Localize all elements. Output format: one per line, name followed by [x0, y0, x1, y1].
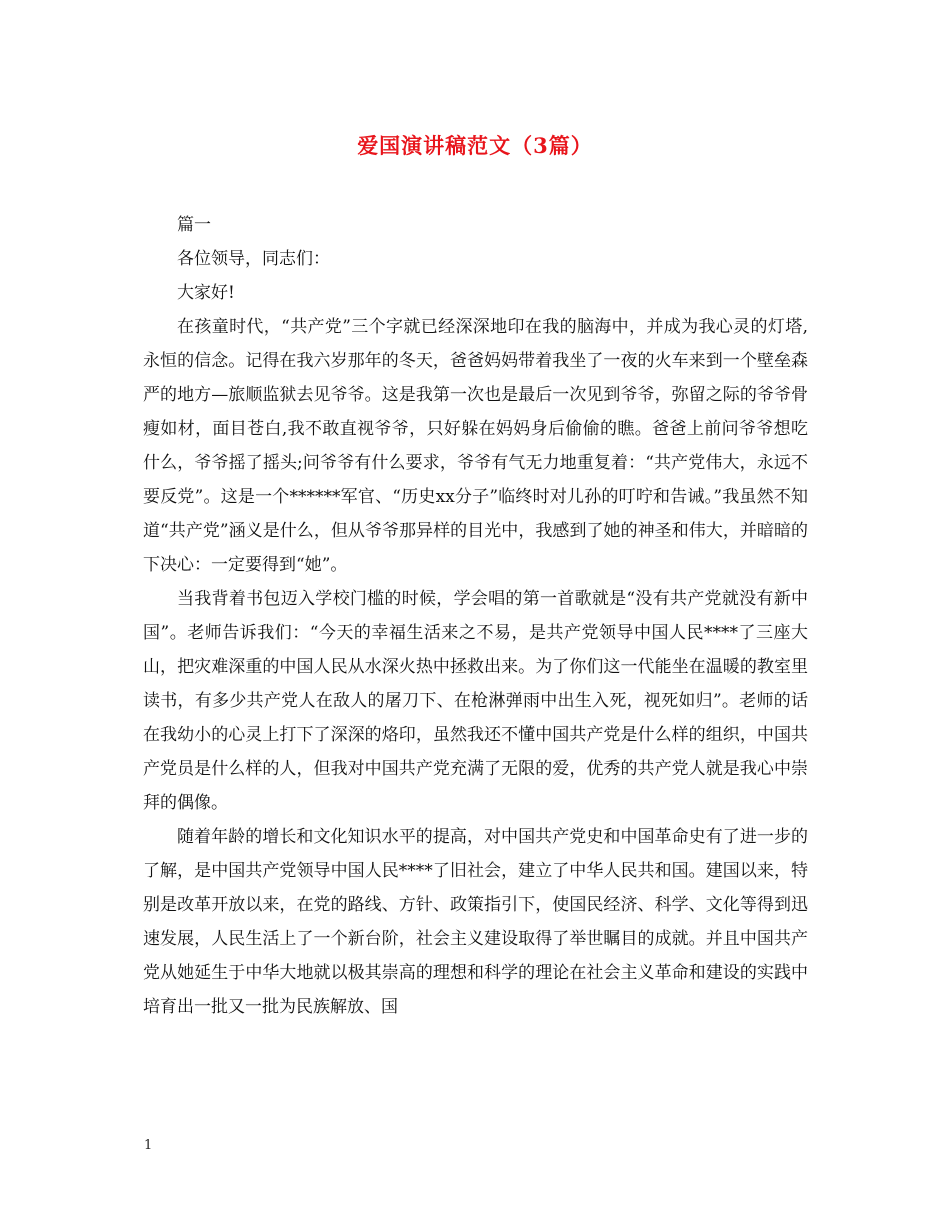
body-paragraph: 当我背着书包迈入学校门槛的时候，学会唱的第一首歌就是“没有共产党就没有新中国”。老师告诉我们：“今天的幸福生活来之不易，是共产党领导中国人民****了三座大山，把灾难深重的中国人民从水深火热中拯救出来。为了你们这一代能坐在温暖的教室里读书，有多少共产党人在敌人的屠刀下、在枪淋弹雨中出生入死，视死如归”。老师的话在我幼小的心灵上打下了深深的烙印，虽然我还不懂中国共产党是什么样的组织，中国共产党员是什么样的人，但我对中国共产党充满了无限的爱，优秀的共产党人就是我心中崇拜的偶像。 [143, 589, 808, 813]
document-title: 爱国演讲稿范文（3篇） [357, 133, 593, 158]
greeting-line: 大家好! [177, 283, 235, 303]
body-paragraph: 随着年龄的增长和文化知识水平的提高，对中国共产党史和中国革命史有了进一步的了解，是中国共产党领导中国人民****了旧社会，建立了中华人民共和国。建国以来，特别是改革开放以来，在党的路线、方针、政策指引下，使国民经济、科学、文化等得到迅速发展，人民生活上了一个新台阶，社会主义建设取得了举世瞩目的成就。并且中国共产党从她延生于中华大地就以极其崇高的理想和科学的理论在社会主义革命和建设的实践中培育出一批又一批为民族解放、国 [143, 827, 808, 1017]
page-number: 1 [144, 1138, 153, 1153]
body-paragraph: 在孩童时代，“共产党”三个字就已经深深地印在我的脑海中，并成为我心灵的灯塔,永恒的信念。记得在我六岁那年的冬天，爸爸妈妈带着我坐了一夜的火车来到一个壁垒森严的地方—旅顺监狱去见爷爷。这是我第一次也是最后一次见到爷爷，弥留之际的爷爷骨瘦如材，面目苍白,我不敢直视爷爷，只好躲在妈妈身后偷偷的瞧。爸爸上前问爷爷想吃什么，爷爷摇了摇头;问爷爷有什么要求，爷爷有气无力地重复着：“共产党伟大，永远不要反党”。这是一个******军官、“历史xx分子”临终时对儿孙的叮咛和告诫。”我虽然不知道“共产党”涵义是什么，但从爷爷那异样的目光中，我感到了她的神圣和伟大，并暗暗的下决心：一定要得到“她”。 [143, 317, 808, 575]
document-body [143, 208, 808, 1024]
salutation-line: 各位领导，同志们： [177, 249, 330, 269]
section-heading: 篇一 [177, 215, 211, 235]
